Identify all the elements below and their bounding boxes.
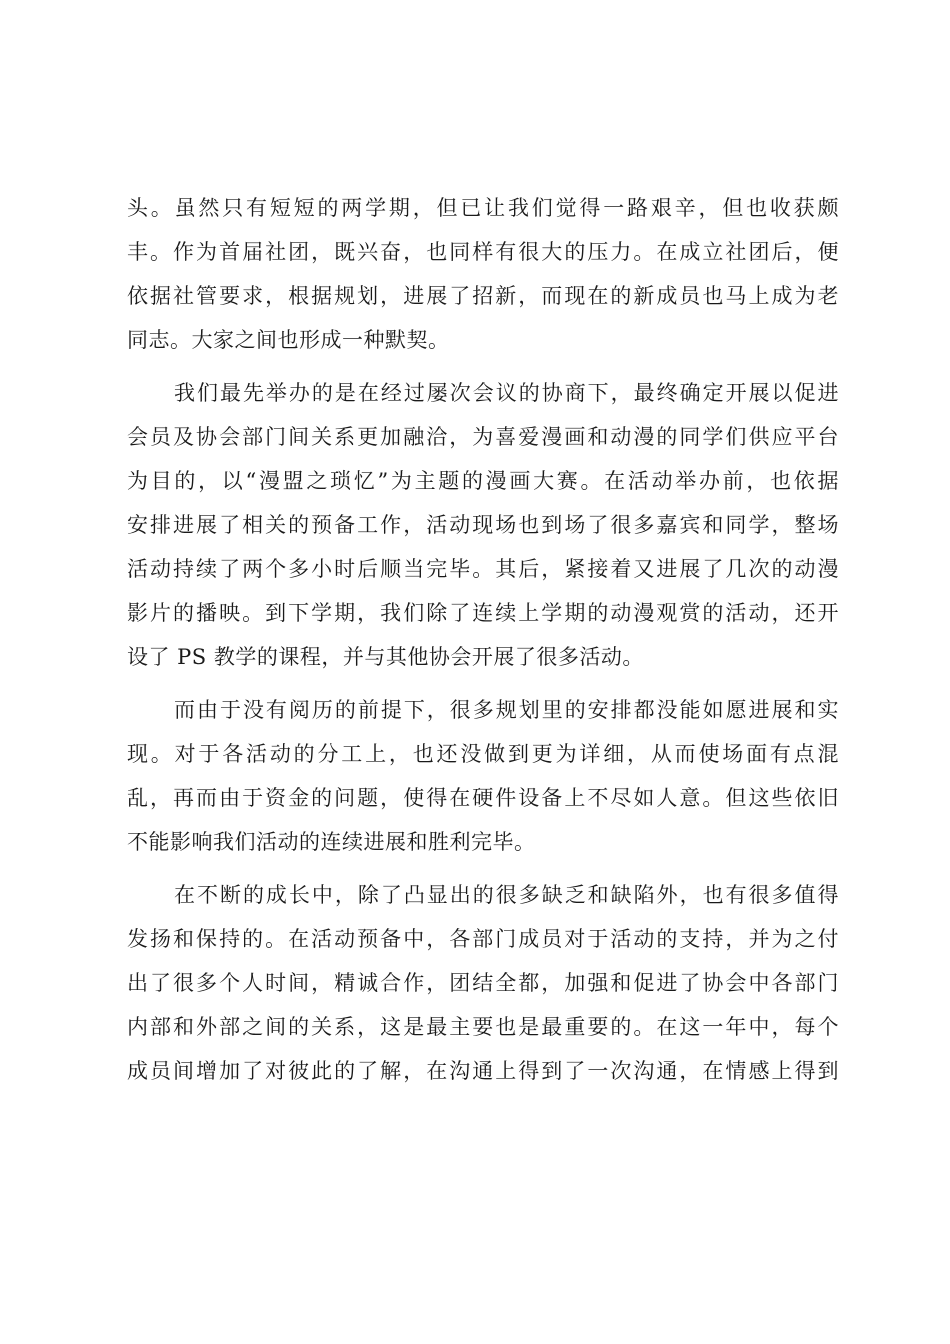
text-line: 我们最先举办的是在经过屡次会议的协商下，最终确定开展以促进	[174, 381, 839, 405]
paragraph	[127, 873, 839, 1093]
text-line: 发扬和保持的。在活动预备中，各部门成员对于活动的支持，并为之付	[127, 927, 839, 951]
text-line: 内部和外部之间的关系，这是最主要也是最重要的。在这一年中，每个	[127, 1015, 839, 1039]
text-line: 在不断的成长中，除了凸显出的很多缺乏和缺陷外，也有很多值得	[174, 883, 839, 907]
text-line: 不能影响我们活动的连续进展和胜利完毕。	[127, 830, 536, 854]
text-line: 头。虽然只有短短的两学期，但已让我们觉得一路艰辛，但也收获颇	[127, 196, 839, 220]
text-line: 同志。大家之间也形成一种默契。	[127, 328, 450, 352]
text-line: 现。对于各活动的分工上，也还没做到更为详细，从而使场面有点混	[127, 742, 839, 766]
paragraph-gap	[127, 864, 839, 873]
text-line: 乱，再而由于资金的问题，使得在硬件设备上不尽如人意。但这些依旧	[127, 786, 839, 810]
paragraph-gap	[127, 362, 839, 371]
text-line: 而由于没有阅历的前提下，很多规划里的安排都没能如愿进展和实	[174, 698, 839, 722]
text-line: 出了很多个人时间，精诚合作，团结全都，加强和促进了协会中各部门	[127, 971, 839, 995]
text-line: 成员间增加了对彼此的了解，在沟通上得到了一次沟通，在情感上得到	[127, 1059, 839, 1083]
text-line: 活动持续了两个多小时后顺当完毕。其后，紧接着又进展了几次的动漫	[127, 557, 839, 581]
document-body	[127, 186, 839, 1093]
text-line: 为目的，以“漫盟之琐忆”为主题的漫画大赛。在活动举办前，也依据	[127, 469, 839, 493]
text-line: 安排进展了相关的预备工作，活动现场也到场了很多嘉宾和同学，整场	[127, 513, 839, 537]
text-line: 会员及协会部门间关系更加融洽，为喜爱漫画和动漫的同学们供应平台	[127, 425, 839, 449]
paragraph-gap	[127, 679, 839, 688]
paragraph	[127, 186, 839, 362]
paragraph	[127, 688, 839, 864]
paragraph	[127, 371, 839, 679]
text-line: 丰。作为首届社团，既兴奋，也同样有很大的压力。在成立社团后，便	[127, 240, 839, 264]
text-line: 影片的播映。到下学期，我们除了连续上学期的动漫观赏的活动，还开	[127, 601, 839, 625]
text-line: 依据社管要求，根据规划，进展了招新，而现在的新成员也马上成为老	[127, 284, 839, 308]
text-line: 设了 PS 教学的课程，并与其他协会开展了很多活动。	[127, 645, 644, 669]
